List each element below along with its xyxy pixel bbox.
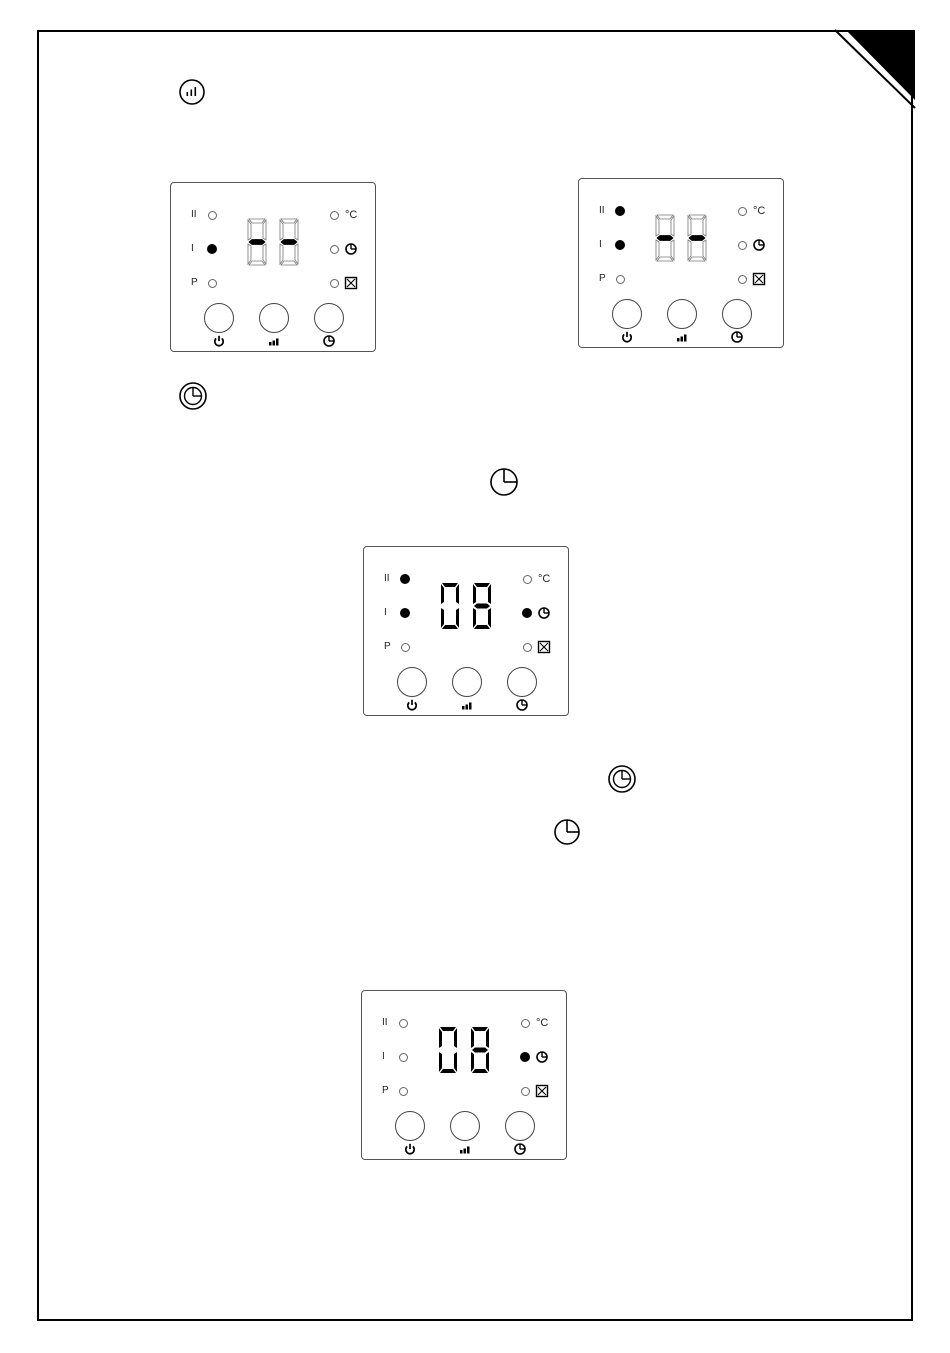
- celsius-indicator-led: [523, 575, 532, 584]
- fan-level-led-i: [399, 1053, 408, 1062]
- power-icon: [403, 1142, 417, 1156]
- timer-indicator-led: [738, 241, 747, 250]
- window-indicator-led: [330, 279, 339, 288]
- timer-indicator-led: [520, 1052, 530, 1062]
- fan-level-led-p: [399, 1087, 408, 1096]
- page-corner-tab: [0, 0, 950, 120]
- timer-icon: [552, 817, 582, 847]
- timer-icon: [322, 334, 336, 348]
- fan-speed-icon: [458, 1142, 472, 1156]
- control-panel: [170, 182, 376, 352]
- timer-icon: [515, 698, 529, 712]
- timer-button[interactable]: [314, 303, 344, 333]
- power-icon: [405, 698, 419, 712]
- control-panel: [578, 178, 784, 348]
- celsius-indicator-led: [521, 1019, 530, 1028]
- power-button[interactable]: [395, 1111, 425, 1141]
- fan-level-label-p: P: [384, 641, 391, 652]
- celsius-icon: °C: [753, 205, 766, 217]
- timer-icon: [344, 242, 358, 256]
- power-button[interactable]: [204, 303, 234, 333]
- timer-button[interactable]: [722, 299, 752, 329]
- fan-level-label-p: P: [599, 273, 606, 284]
- celsius-icon: °C: [536, 1017, 549, 1029]
- celsius-icon: °C: [538, 573, 551, 585]
- timer-icon: [730, 330, 744, 344]
- window-indicator-led: [738, 275, 747, 284]
- segment-display: [649, 213, 713, 269]
- fan-level-led-i: [207, 244, 217, 254]
- segment-display: [434, 581, 498, 637]
- window-icon: [752, 272, 766, 286]
- fan-speed-icon: [675, 330, 689, 344]
- window-indicator-led: [521, 1087, 530, 1096]
- power-icon: [620, 330, 634, 344]
- power-button[interactable]: [397, 667, 427, 697]
- celsius-icon: °C: [345, 209, 358, 221]
- window-icon: [535, 1084, 549, 1098]
- fan-level-label-p: P: [382, 1085, 389, 1096]
- segment-display: [432, 1025, 496, 1081]
- timer-icon: [537, 606, 551, 620]
- timer-button-icon: [607, 764, 637, 794]
- fan-speed-icon: [460, 698, 474, 712]
- timer-button[interactable]: [507, 667, 537, 697]
- fan-level-led-ii: [208, 211, 217, 220]
- fan-level-label-ii: II: [191, 209, 197, 220]
- control-panel: [361, 990, 567, 1160]
- segment-display: [241, 217, 305, 273]
- fan-level-label-i: I: [599, 239, 602, 250]
- fan-level-label-i: I: [382, 1051, 385, 1062]
- fan-level-label-ii: II: [599, 205, 605, 216]
- control-panel: [363, 546, 569, 716]
- fan-level-led-ii: [400, 574, 410, 584]
- timer-icon: [535, 1050, 549, 1064]
- fan-level-led-p: [401, 643, 410, 652]
- window-icon: [537, 640, 551, 654]
- timer-icon: [488, 466, 520, 498]
- fan-level-led-p: [616, 275, 625, 284]
- celsius-indicator-led: [738, 207, 747, 216]
- timer-icon: [513, 1142, 527, 1156]
- fan-speed-button[interactable]: [450, 1111, 480, 1141]
- fan-level-label-i: I: [191, 243, 194, 254]
- fan-level-led-ii: [399, 1019, 408, 1028]
- fan-level-label-ii: II: [384, 573, 390, 584]
- window-icon: [344, 276, 358, 290]
- fan-level-led-i: [615, 240, 625, 250]
- power-icon: [212, 334, 226, 348]
- power-button[interactable]: [612, 299, 642, 329]
- fan-speed-button[interactable]: [259, 303, 289, 333]
- fan-speed-icon: [267, 334, 281, 348]
- fan-speed-button[interactable]: [667, 299, 697, 329]
- window-indicator-led: [523, 643, 532, 652]
- fan-level-led-p: [208, 279, 217, 288]
- fan-level-label-p: P: [191, 277, 198, 288]
- fan-level-led-i: [400, 608, 410, 618]
- fan-level-label-i: I: [384, 607, 387, 618]
- timer-button-icon: [178, 381, 208, 411]
- fan-speed-icon: [178, 78, 206, 106]
- timer-button[interactable]: [505, 1111, 535, 1141]
- celsius-indicator-led: [330, 211, 339, 220]
- fan-speed-button[interactable]: [452, 667, 482, 697]
- fan-level-led-ii: [615, 206, 625, 216]
- timer-icon: [752, 238, 766, 252]
- timer-indicator-led: [522, 608, 532, 618]
- fan-level-label-ii: II: [382, 1017, 388, 1028]
- timer-indicator-led: [330, 245, 339, 254]
